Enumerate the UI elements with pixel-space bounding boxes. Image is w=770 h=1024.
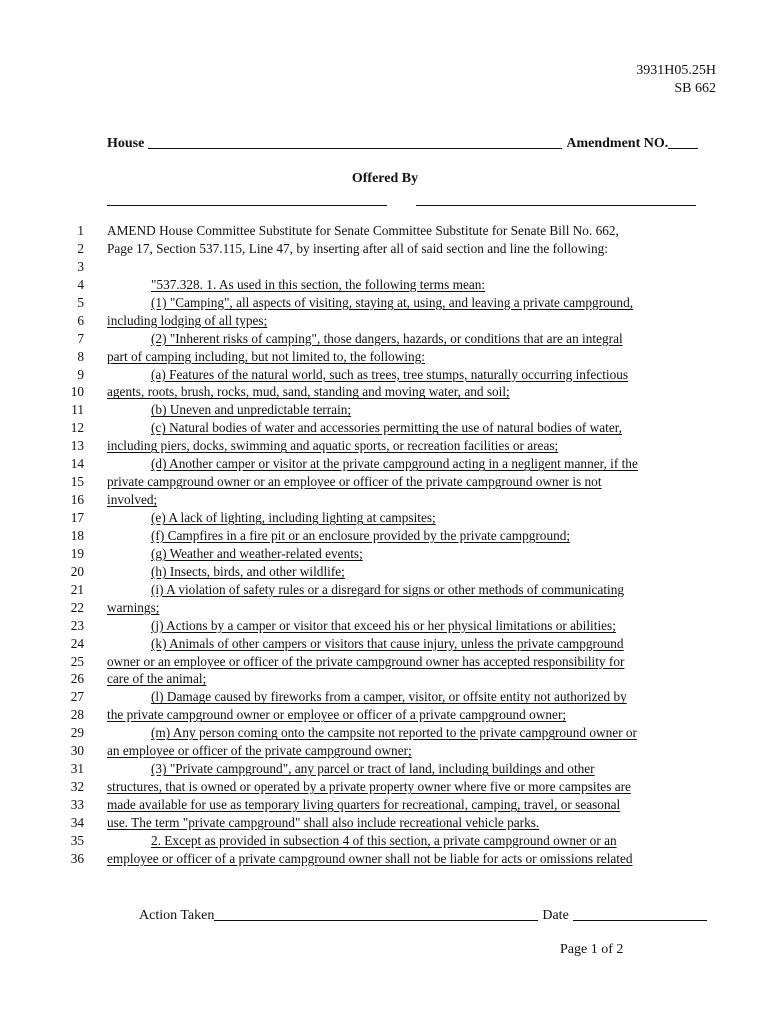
line-number: 34	[70, 814, 84, 830]
line-number: 27	[70, 689, 84, 705]
line-number: 35	[70, 832, 84, 848]
text-line	[0, 670, 770, 688]
line-text: (i) A violation of safety rules or a disregard for signs or other methods of communicating	[151, 581, 625, 597]
house-label: House	[107, 136, 145, 151]
line-number: 5	[77, 294, 84, 310]
line-text: (f) Campfires in a fire pit or an enclosure provided by the private campground;	[151, 527, 571, 543]
house-amendment-line	[107, 134, 713, 152]
text-line	[0, 527, 770, 545]
text-line	[0, 706, 770, 724]
line-number: 2	[77, 240, 84, 256]
line-text: (b) Uneven and unpredictable terrain;	[151, 402, 352, 418]
line-number: 26	[70, 671, 84, 687]
offered-by-signature-line-left	[107, 205, 387, 206]
line-number: 20	[70, 563, 84, 579]
line-text: involved;	[107, 492, 158, 508]
line-text: use. The term "private campground" shall also include recreational vehicle parks.	[107, 814, 540, 830]
line-number: 10	[70, 384, 84, 400]
line-text: employee or officer of a private campground owner shall not be liable for acts or omissions related	[107, 850, 633, 866]
line-number: 21	[70, 581, 84, 597]
line-number: 15	[70, 474, 84, 490]
page-number: Page 1 of 2	[560, 942, 624, 957]
line-number: 31	[70, 761, 84, 777]
amendment-label: Amendment NO.	[566, 136, 669, 151]
text-line	[0, 760, 770, 778]
text-line	[0, 401, 770, 419]
line-text: (1) "Camping", all aspects of visiting, staying at, using, and leaving a private campground,	[151, 294, 634, 310]
line-text: the private campground owner or employee or officer of a private campground owner;	[107, 707, 567, 723]
line-number: 11	[71, 402, 84, 418]
line-text: AMEND House Committee Substitute for Senate Committee Substitute for Senate Bill No. 662,	[107, 223, 619, 238]
text-line	[0, 222, 770, 240]
line-text: (h) Insects, birds, and other wildlife;	[151, 563, 345, 579]
text-line	[0, 617, 770, 635]
text-line	[0, 383, 770, 401]
text-line	[0, 330, 770, 348]
offered-by-signature-line-right	[416, 205, 696, 206]
text-line	[0, 240, 770, 258]
line-number: 25	[70, 653, 84, 669]
line-number: 22	[70, 599, 84, 615]
line-text: including piers, docks, swimming and aquatic sports, or recreation facilities or areas;	[107, 438, 559, 454]
text-line	[0, 653, 770, 671]
line-number: 24	[70, 635, 84, 651]
date-blank	[573, 906, 707, 921]
text-line	[0, 509, 770, 527]
line-number: 16	[70, 492, 84, 508]
document-identifier	[636, 62, 716, 98]
line-text: (a) Features of the natural world, such as trees, tree stumps, naturally occurring infectious	[151, 366, 629, 382]
text-line	[0, 742, 770, 760]
line-text: care of the animal;	[107, 671, 207, 687]
action-taken-blank	[214, 906, 538, 921]
line-text: (m) Any person coming onto the campsite not reported to the private campground owner or	[151, 725, 637, 741]
text-line	[0, 258, 770, 276]
text-line	[0, 563, 770, 581]
text-line	[0, 455, 770, 473]
line-number: 32	[70, 779, 84, 795]
line-text: (j) Actions by a camper or visitor that exceed his or her physical limitations or abilities;	[151, 617, 616, 633]
line-number: 18	[70, 527, 84, 543]
line-number: 9	[77, 366, 84, 382]
line-text: part of camping including, but not limited to, the following:	[107, 348, 425, 364]
line-number: 23	[70, 617, 84, 633]
line-text: agents, roots, brush, rocks, mud, sand, standing and moving water, and soil;	[107, 384, 510, 400]
line-number: 8	[77, 348, 84, 364]
line-text: (e) A lack of lighting, including lighting at campsites;	[151, 510, 436, 525]
text-line	[0, 599, 770, 617]
line-text: owner or an employee or officer of the private campground owner has accepted responsibility for	[107, 653, 625, 669]
line-number: 13	[70, 438, 84, 454]
amendment-text	[0, 222, 770, 868]
line-text: made available for use as temporary living quarters for recreational, camping, travel, or seasonal	[107, 797, 621, 812]
text-line	[0, 796, 770, 814]
text-line	[0, 294, 770, 312]
text-line	[0, 688, 770, 706]
text-line	[0, 276, 770, 294]
line-text: "537.328. 1. As used in this section, the following terms mean:	[151, 276, 486, 292]
line-text: (c) Natural bodies of water and accessories permitting the use of natural bodies of water,	[151, 420, 622, 436]
line-number: 6	[77, 312, 84, 328]
line-number: 1	[77, 223, 84, 238]
offered-by-label: Offered By	[351, 171, 419, 186]
line-text: including lodging of all types;	[107, 312, 268, 328]
text-line	[0, 778, 770, 796]
line-text: (2) "Inherent risks of camping", those dangers, hazards, or conditions that are an integral	[151, 330, 623, 346]
line-number: 29	[70, 725, 84, 741]
line-text: (d) Another camper or visitor at the private campground acting in a negligent manner, if the	[151, 456, 638, 472]
line-text: warnings;	[107, 599, 160, 615]
line-text: an employee or officer of the private campground owner;	[107, 743, 412, 759]
line-number: 30	[70, 743, 84, 759]
line-text: private campground owner or an employee or officer of the private campground owner is not	[107, 474, 602, 490]
text-line	[0, 473, 770, 491]
text-line	[0, 491, 770, 509]
line-number: 3	[77, 258, 84, 274]
line-number: 19	[70, 545, 84, 561]
text-line	[0, 545, 770, 563]
action-taken-line	[139, 906, 707, 924]
text-line	[0, 366, 770, 384]
text-line	[0, 635, 770, 653]
line-number: 14	[70, 456, 84, 472]
text-line	[0, 814, 770, 832]
line-number: 4	[77, 276, 84, 292]
date-label: Date	[542, 908, 569, 923]
bill-number: SB 662	[674, 81, 716, 96]
line-text: (k) Animals of other campers or visitors that cause injury, unless the private campground	[151, 635, 624, 651]
text-line	[0, 581, 770, 599]
house-blank	[148, 134, 562, 149]
line-number: 12	[70, 420, 84, 436]
doc-code: 3931H05.25H	[636, 63, 716, 78]
action-taken-label: Action Taken	[139, 908, 215, 923]
line-number: 28	[70, 707, 84, 723]
text-line	[0, 832, 770, 850]
text-line	[0, 724, 770, 742]
line-number: 33	[70, 797, 84, 812]
line-text: 2. Except as provided in subsection 4 of this section, a private campground owner or an	[151, 832, 617, 848]
text-line	[0, 850, 770, 868]
text-line	[0, 437, 770, 455]
line-text: (g) Weather and weather-related events;	[151, 545, 363, 561]
amendment-number-blank	[668, 134, 698, 149]
line-text: (l) Damage caused by fireworks from a camper, visitor, or offsite entity not authorized by	[151, 689, 627, 705]
line-number: 7	[77, 330, 84, 346]
line-number: 36	[70, 850, 84, 866]
line-text: Page 17, Section 537.115, Line 47, by inserting after all of said section and line the following:	[107, 240, 608, 256]
line-number: 17	[70, 510, 84, 525]
text-line	[0, 312, 770, 330]
text-line	[0, 419, 770, 437]
text-line	[0, 348, 770, 366]
line-text: (3) "Private campground", any parcel or tract of land, including buildings and other	[151, 761, 595, 777]
line-text: structures, that is owned or operated by a private property owner where five or more campsites are	[107, 779, 631, 795]
